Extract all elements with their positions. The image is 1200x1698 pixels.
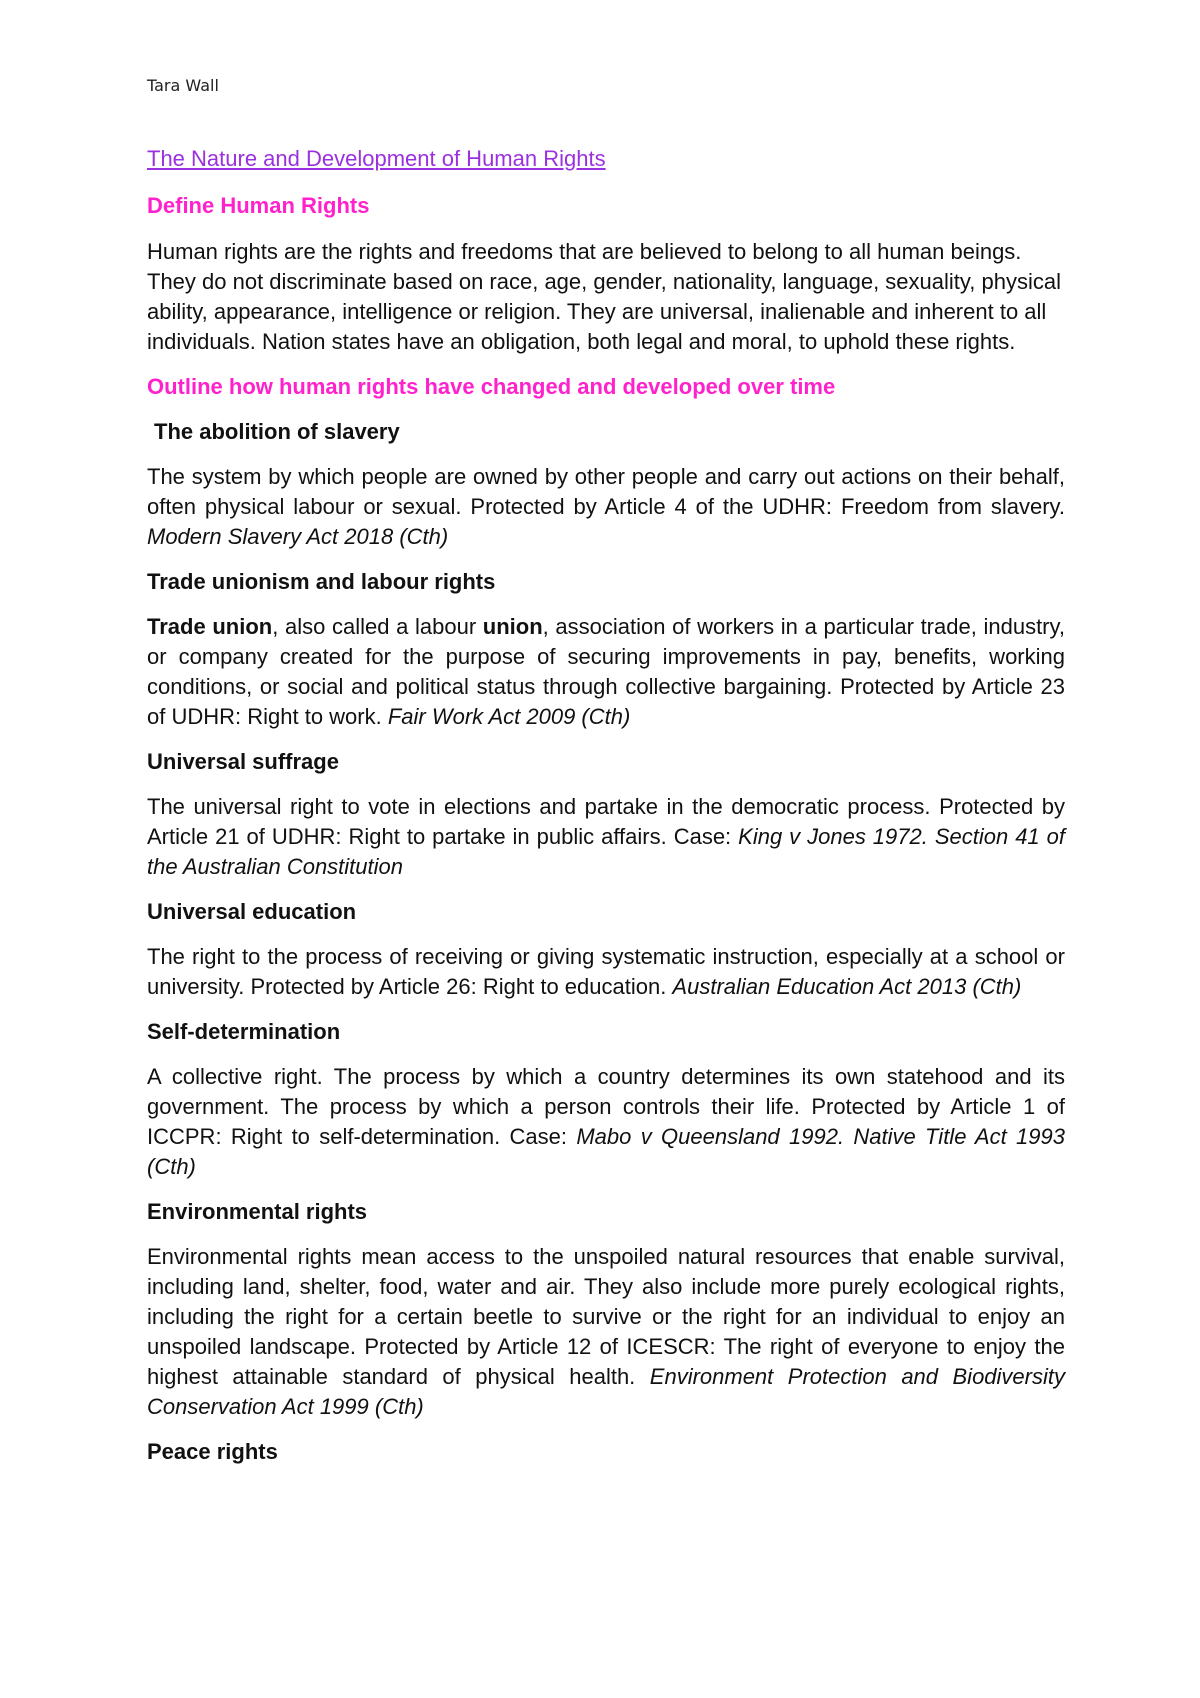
environment-heading: Environmental rights — [147, 1199, 368, 1224]
slavery-text: The system by which people are owned by other people and carry out actions on their behalf, often physical labour or sexual. Protected by Article 4 of the UDHR: Freedom from slavery. — [147, 464, 1065, 519]
trade-heading: Trade unionism and labour rights — [147, 569, 496, 594]
suffrage-heading: Universal suffrage — [147, 749, 339, 774]
slavery-heading: The abolition of slavery — [154, 419, 400, 444]
peace-heading: Peace rights — [147, 1439, 278, 1464]
define-paragraph: Human rights are the rights and freedoms that are believed to belong to all human beings. They do not discriminate based on race, age, gender, nationality, language, sexuality, physical ability, appearance, intelligence or religion. They are universal, inalienable and inherent to all individuals. Nation states have an obligation, both legal and moral, to uphold these rights. — [147, 239, 1061, 354]
environment-paragraph — [147, 1242, 1065, 1422]
education-paragraph — [147, 942, 1065, 1002]
education-law: Australian Education Act 2013 (Cth) — [672, 974, 1022, 999]
environment-law: Environment Protection and Biodiversity Conservation Act 1999 (Cth) — [147, 1364, 1065, 1419]
trade-paragraph — [147, 612, 1065, 732]
suffrage-paragraph — [147, 792, 1065, 882]
author-name: Tara Wall — [147, 76, 219, 95]
trade-text-1: , also called a labour — [272, 614, 483, 639]
document-title: The Nature and Development of Human Rights — [147, 146, 606, 171]
trade-text-2: , association of workers in a particular trade, industry, or company created for the purpose of securing improvements in pay, benefits, working conditions, or social and political status through collective bargaining. Protected by Article 23 of UDHR: Right to work. — [147, 614, 1065, 729]
slavery-law: Modern Slavery Act 2018 (Cth) — [147, 524, 449, 549]
suffrage-law: King v Jones 1972. Section 41 of the Australian Constitution — [147, 824, 1065, 879]
selfdet-text: A collective right. The process by which a country determines its own statehood and its government. The process by which a person controls their life. Protected by Article 1 of ICCPR: Right to self-determination. Case: — [147, 1064, 1065, 1149]
education-heading: Universal education — [147, 899, 357, 924]
trade-bold-union: union — [482, 614, 543, 639]
define-heading: Define Human Rights — [147, 193, 370, 218]
trade-law: Fair Work Act 2009 (Cth) — [387, 704, 631, 729]
trade-bold-term: Trade union — [147, 614, 273, 639]
education-text: The right to the process of receiving or giving systematic instruction, especially at a school or university. Protected by Article 26: Right to education. — [147, 944, 1065, 999]
document-body — [147, 145, 1065, 1482]
selfdet-paragraph — [147, 1062, 1065, 1182]
suffrage-text: The universal right to vote in elections and partake in the democratic process. Protected by Article 21 of UDHR: Right to partake in public affairs. Case: — [147, 794, 1065, 849]
slavery-paragraph — [147, 462, 1065, 552]
selfdet-law: Mabo v Queensland 1992. Native Title Act 1993 (Cth) — [147, 1124, 1065, 1179]
selfdet-heading: Self-determination — [147, 1019, 341, 1044]
environment-text: Environmental rights mean access to the unspoiled natural resources that enable survival, including land, shelter, food, water and air. They also include more purely ecological rights, including the right for a certain beetle to survive or the right for an individual to enjoy an unspoiled landscape. Protected by Article 12 of ICESCR: The right of everyone to enjoy the highest attainable standard of physical health. — [147, 1244, 1065, 1389]
outline-heading: Outline how human rights have changed and developed over time — [147, 374, 836, 399]
